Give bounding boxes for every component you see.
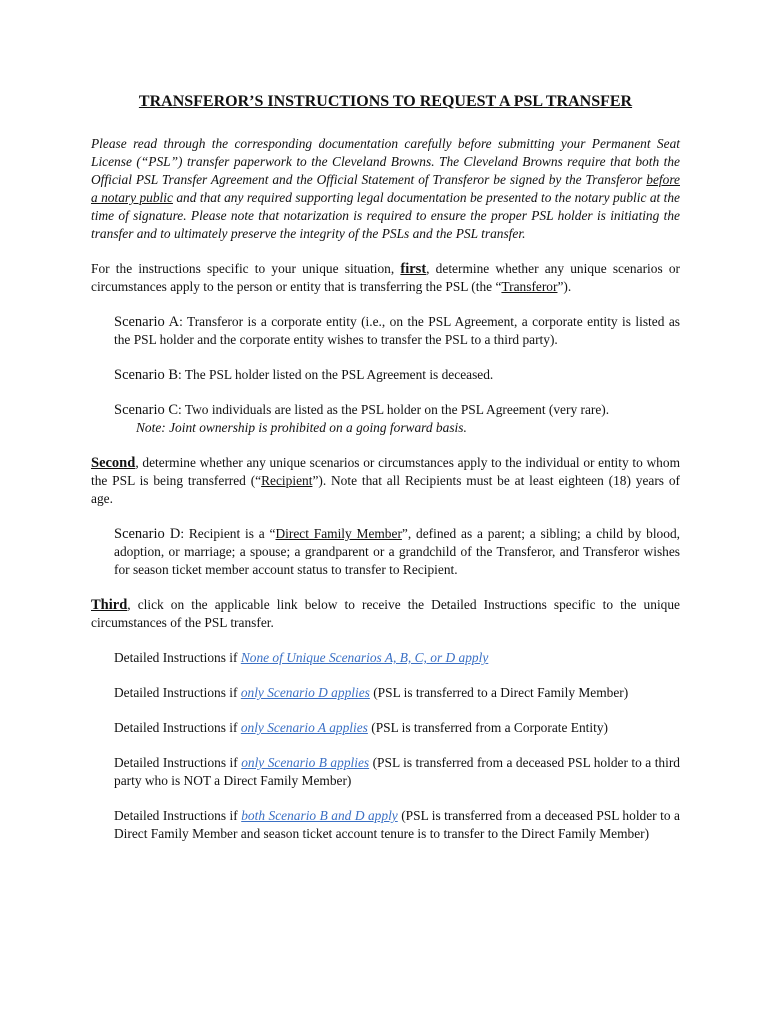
direct-family-member-term: Direct Family Member <box>275 526 402 541</box>
second-keyword: Second <box>91 455 136 471</box>
scenario-a-label: Scenario A <box>114 314 180 330</box>
instruction-text: (PSL is transferred from a Corporate Entity) <box>367 720 608 735</box>
scenario-d <box>114 525 680 579</box>
instruction-text: Detailed Instructions if <box>114 755 242 770</box>
scenario-a <box>114 313 680 349</box>
transferor-term: Transferor <box>501 279 558 294</box>
instruction-item-d <box>114 684 680 702</box>
scenario-c-note: Note: Joint ownership is prohibited on a going forward basis. <box>136 420 467 435</box>
link-only-scenario-d[interactable]: only Scenario D applies <box>240 685 370 700</box>
second-text-pre: , determine whether any unique scenarios or circumstances apply to the individual or entity to whom the PSL is being transferred (“ <box>91 455 680 488</box>
intro-text-1: Please read through the corresponding documentation carefully before submitting your Permanent Seat License (“PSL”) transfer paperwork to the Cleveland Browns. The Cleveland Browns require that both the Official PSL Transfer Agreement and the Official Statement of Transferor be signed by the Transferor <box>91 136 680 187</box>
scenario-a-text: : Transferor is a corporate entity (i.e., on the PSL Agreement, a corporate entity is listed as the PSL holder and the corporate entity wishes to transfer the PSL to a third party). <box>114 314 680 347</box>
instruction-item-bd <box>114 807 680 843</box>
third-keyword: Third <box>91 597 128 613</box>
scenario-b-text: : The PSL holder listed on the PSL Agreement is deceased. <box>178 367 494 382</box>
link-only-scenario-a[interactable]: only Scenario A applies <box>240 720 368 735</box>
link-none-of-scenarios[interactable]: None of Unique Scenarios A, B, C, or D apply <box>240 650 489 665</box>
instruction-text: (PSL is transferred from a deceased PSL holder to a Direct Family Member and season ticket account tenure is to transfer to the Direct Family Member) <box>114 808 680 841</box>
instruction-text: (PSL is transferred to a Direct Family Member) <box>369 685 629 700</box>
intro-paragraph <box>91 135 680 243</box>
scenario-b <box>114 366 680 384</box>
first-text-pre: For the instructions specific to your unique situation <box>91 261 391 276</box>
intro-underlined: before a notary public <box>91 172 680 205</box>
scenario-c-label: Scenario C <box>114 402 179 418</box>
scenario-b-label: Scenario B <box>114 367 179 383</box>
scenario-d-label: Scenario D <box>114 526 181 542</box>
document-title: TRANSFEROR’S INSTRUCTIONS TO REQUEST A PSL TRANSFER <box>138 93 633 110</box>
instruction-text: (PSL is transferred from a deceased PSL holder to a third party who is NOT a Direct Family Member) <box>114 755 680 788</box>
instruction-text: Detailed Instructions if <box>114 685 241 700</box>
third-text: , click on the applicable link below to receive the Detailed Instructions specific to the unique circumstances of the PSL transfer. <box>91 597 680 630</box>
instruction-item-a <box>114 719 680 737</box>
first-paragraph <box>91 260 680 296</box>
instruction-text: Detailed Instructions if <box>114 808 242 823</box>
instruction-item-none <box>114 649 680 667</box>
first-text-post: , determine whether any unique scenarios or circumstances apply to the person or entity that is transferring the PSL (the “ <box>91 261 680 294</box>
scenario-d-text-post: ”, defined as a parent; a sibling; a child by blood, adoption, or marriage; a spouse; a grandparent or a grandchild of the Transferor, and Transferor wishes for season ticket member account status to transfer to Recipient. <box>114 526 680 577</box>
link-only-scenario-b[interactable]: only Scenario B applies <box>241 755 370 770</box>
third-paragraph <box>91 596 680 632</box>
instruction-item-b <box>114 754 680 790</box>
scenario-d-text-pre: : Recipient is a “ <box>180 526 276 541</box>
second-text-post: ”). Note that all Recipients must be at least eighteen (18) years of age. <box>91 473 680 506</box>
scenario-c <box>114 401 680 437</box>
first-comma: , <box>390 261 401 276</box>
link-both-scenario-b-and-d[interactable]: both Scenario B and D apply <box>241 808 398 823</box>
intro-text-2: and that any required supporting legal documentation be presented to the notary public at the time of signature. Please note that notarization is required to ensure the proper PSL holder is initiating the transfer and to ultimately preserve the integrity of the PSLs and the PSL transfer. <box>91 190 680 241</box>
first-text-end: ”). <box>557 279 572 294</box>
scenario-c-text: : Two individuals are listed as the PSL holder on the PSL Agreement (very rare). <box>178 402 610 417</box>
second-paragraph <box>91 454 680 508</box>
recipient-term: Recipient <box>261 473 313 488</box>
instruction-text: Detailed Instructions if <box>114 650 241 665</box>
first-keyword: first <box>400 261 427 277</box>
instruction-text: Detailed Instructions if <box>114 720 241 735</box>
